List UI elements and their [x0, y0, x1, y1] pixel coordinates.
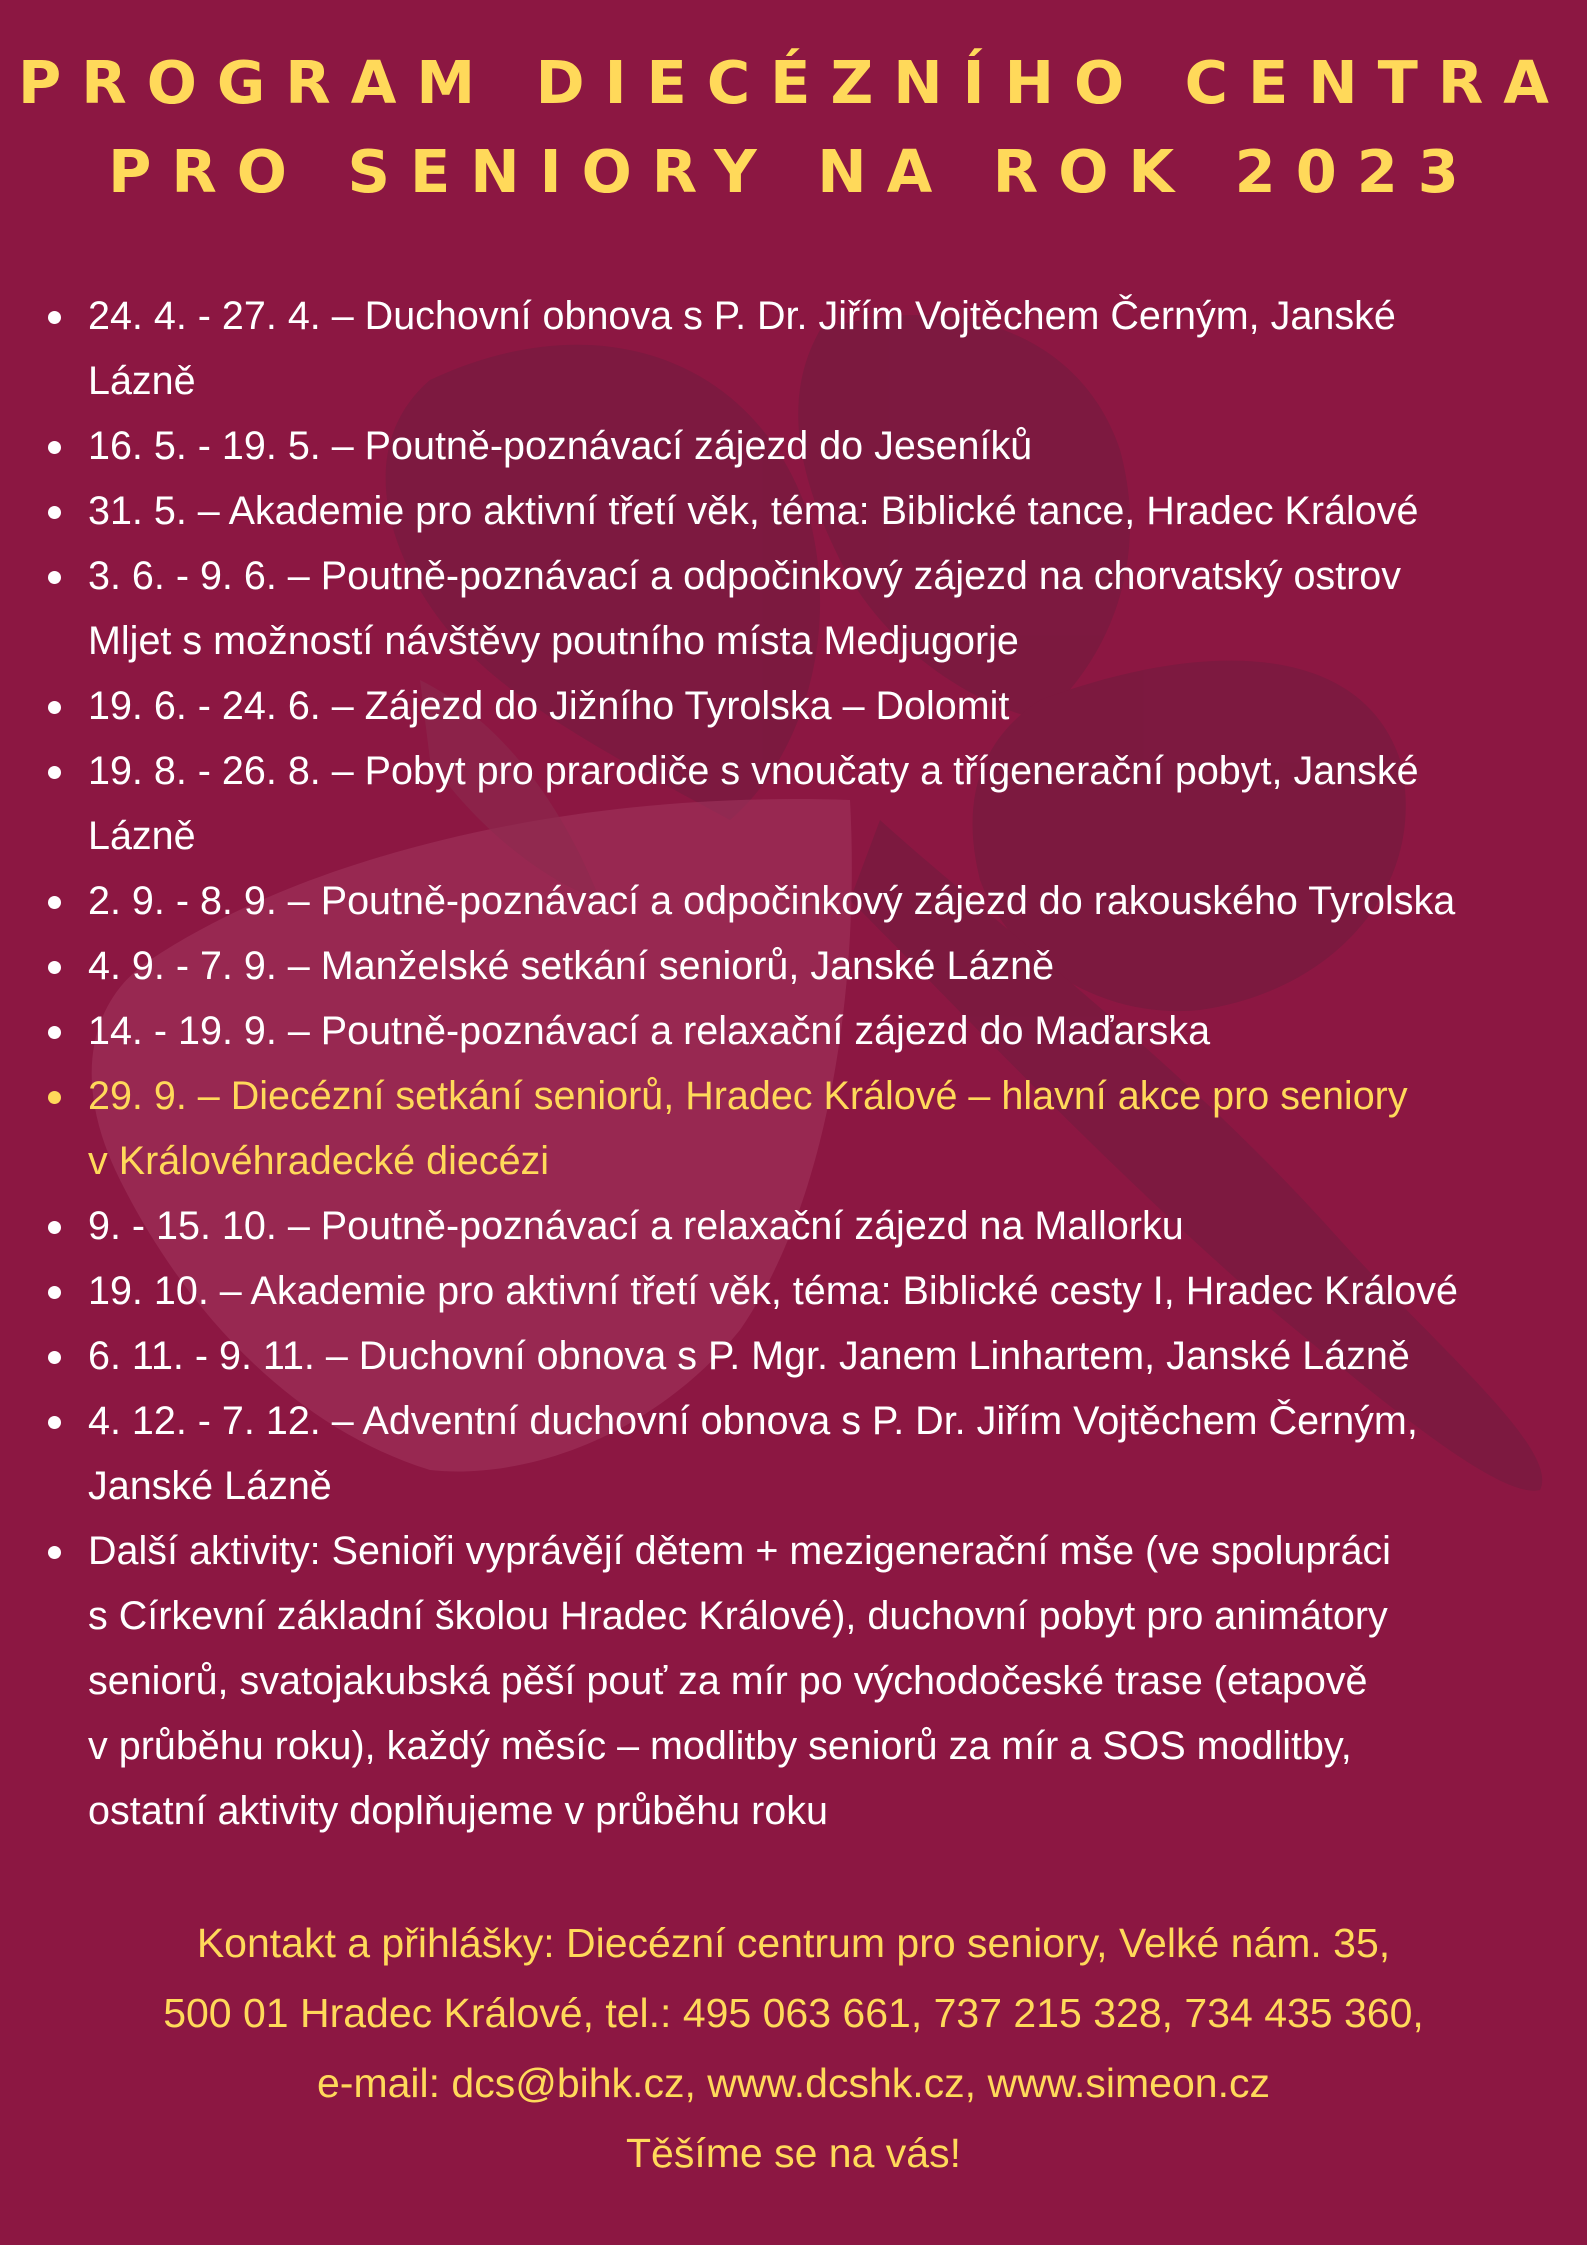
- program-item-text: 19. 8. - 26. 8. – Pobyt pro prarodiče s vnoučaty a třígenerační pobyt, Janské: [88, 749, 1419, 793]
- program-item-text: s Církevní základní školou Hradec Králové), duchovní pobyt pro animátory: [88, 1594, 1388, 1638]
- program-item: [40, 869, 1560, 934]
- program-item-text: 29. 9. – Diecézní setkání seniorů, Hradec Králové – hlavní akce pro seniory: [88, 1074, 1408, 1118]
- program-item: [40, 1519, 1560, 1844]
- bullet-icon: [48, 1286, 61, 1299]
- contact-block: [0, 1908, 1587, 2188]
- program-item: [40, 934, 1560, 999]
- program-item-text: seniorů, svatojakubská pěší pouť za mír po východočeské trase (etapově: [88, 1659, 1368, 1703]
- program-item-text: 3. 6. - 9. 6. – Poutně-poznávací a odpočinkový zájezd na chorvatský ostrov: [88, 554, 1402, 598]
- program-item-text: Mljet s možností návštěvy poutního místa Medjugorje: [88, 619, 1019, 663]
- contact-address-line: Kontakt a přihlášky: Diecézní centrum pro seniory, Velké nám. 35,: [196, 1920, 1391, 1966]
- program-item-text: v Královéhradecké diecézi: [88, 1139, 550, 1183]
- bullet-icon: [48, 1221, 61, 1234]
- program-item-text: ostatní aktivity doplňujeme v průběhu roku: [88, 1789, 828, 1833]
- bullet-icon: [48, 766, 61, 779]
- program-item-text: 16. 5. - 19. 5. – Poutně-poznávací zájezd do Jeseníků: [88, 424, 1033, 468]
- bullet-icon: [48, 1351, 61, 1364]
- bullet-icon: [48, 441, 61, 454]
- page-title-line-2: PRO SENIORY NA ROK 2023: [108, 137, 1479, 206]
- bullet-icon: [48, 571, 61, 584]
- program-item-text: 24. 4. - 27. 4. – Duchovní obnova s P. Dr. Jiřím Vojtěchem Černým, Janské: [88, 294, 1396, 338]
- bullet-icon: [48, 896, 61, 909]
- bullet-icon: [48, 311, 61, 324]
- program-item: [40, 479, 1560, 544]
- program-item-text: v průběhu roku), každý měsíc – modlitby seniorů za mír a SOS modlitby,: [88, 1724, 1352, 1768]
- program-item: [40, 1324, 1560, 1389]
- bullet-icon: [48, 1091, 61, 1104]
- program-item-text: 4. 12. - 7. 12. – Adventní duchovní obnova s P. Dr. Jiřím Vojtěchem Černým,: [88, 1399, 1418, 1443]
- program-item-text: 19. 6. - 24. 6. – Zájezd do Jižního Tyrolska – Dolomit: [88, 684, 1010, 728]
- closing-greeting: Těšíme se na vás!: [626, 2130, 961, 2176]
- program-item: [40, 544, 1560, 674]
- program-item: [40, 284, 1560, 414]
- program-item: [40, 1194, 1560, 1259]
- program-item-text: 2. 9. - 8. 9. – Poutně-poznávací a odpočinkový zájezd do rakouského Tyrolska: [88, 879, 1456, 923]
- program-item: [40, 674, 1560, 739]
- program-item: [40, 1064, 1560, 1194]
- bullet-icon: [48, 701, 61, 714]
- program-item: [40, 414, 1560, 479]
- program-item-text: 31. 5. – Akademie pro aktivní třetí věk, téma: Biblické tance, Hradec Králové: [88, 489, 1419, 533]
- bullet-icon: [48, 1416, 61, 1429]
- contact-phone-line: 500 01 Hradec Králové, tel.: 495 063 661, 737 215 328, 734 435 360,: [163, 1990, 1424, 2036]
- program-item-text: 14. - 19. 9. – Poutně-poznávací a relaxační zájezd do Maďarska: [88, 1009, 1211, 1053]
- bullet-icon: [48, 961, 61, 974]
- program-item-text: Janské Lázně: [88, 1464, 332, 1508]
- program-item: [40, 1389, 1560, 1519]
- bullet-icon: [48, 506, 61, 519]
- program-item: [40, 1259, 1560, 1324]
- page-title-line-1: PROGRAM DIECÉZNÍHO CENTRA: [18, 48, 1569, 117]
- program-item-text: 6. 11. - 9. 11. – Duchovní obnova s P. Mgr. Janem Linhartem, Janské Lázně: [88, 1334, 1410, 1378]
- program-item-text: 19. 10. – Akademie pro aktivní třetí věk, téma: Biblické cesty I, Hradec Králové: [88, 1269, 1458, 1313]
- program-item: [40, 999, 1560, 1064]
- bullet-icon: [48, 1026, 61, 1039]
- program-item-text: Další aktivity: Senioři vyprávějí dětem + mezigenerační mše (ve spolupráci: [88, 1529, 1391, 1573]
- program-item-text: Lázně: [88, 814, 196, 858]
- program-item: [40, 739, 1560, 869]
- program-item-text: 4. 9. - 7. 9. – Manželské setkání seniorů, Janské Lázně: [88, 944, 1055, 988]
- program-item-text: 9. - 15. 10. – Poutně-poznávací a relaxační zájezd na Mallorku: [88, 1204, 1184, 1248]
- bullet-icon: [48, 1546, 61, 1559]
- program-item-text: Lázně: [88, 359, 196, 403]
- program-list: [40, 284, 1560, 1844]
- contact-email-line: e-mail: dcs@bihk.cz, www.dcshk.cz, www.simeon.cz: [317, 2060, 1270, 2106]
